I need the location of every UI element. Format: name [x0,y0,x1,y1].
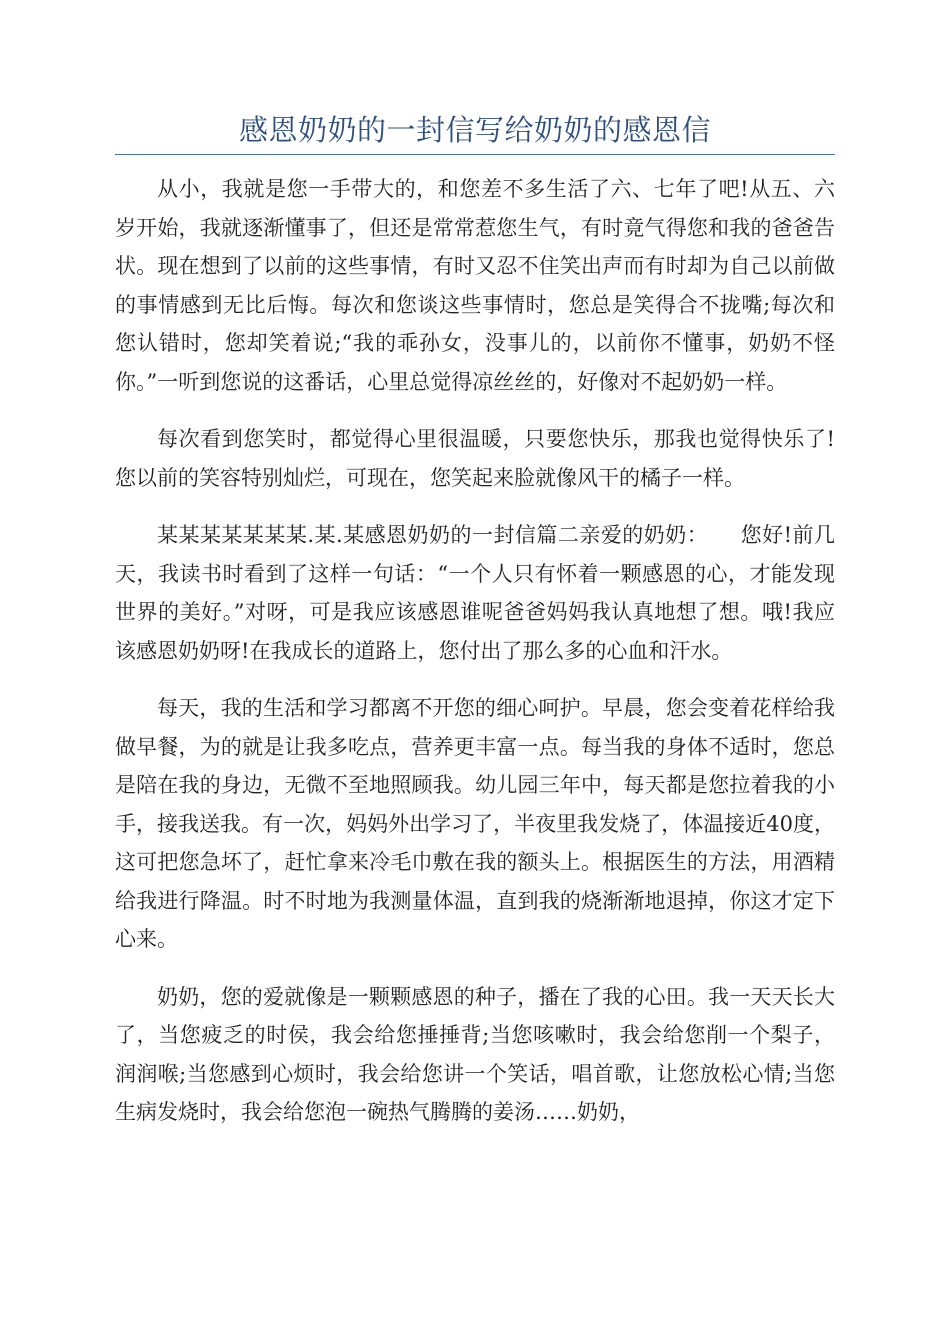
document-title: 感恩奶奶的一封信写给奶奶的感恩信 [238,113,711,147]
title-underline [115,154,835,155]
paragraph-1: 从小，我就是您一手带大的，和您差不多生活了六、七年了吧!从五、六岁开始，我就逐渐懂事了，但还是常常惹您生气，有时竟气得您和我的爸爸告状。现在想到了以前的这些事情，有时又忍不住笑出声而有时却为自己以前做的事情感到无比后悔。每次和您谈这些事情时，您总是笑得合不拢嘴;每次和您认错时，您却笑着说;“我的乖孙女，没事儿的，以前你不懂事，奶奶不怪你。”一听到您说的这番话，心里总觉得凉丝丝的，好像对不起奶奶一样。 [115,177,835,394]
document-body [115,170,835,1151]
paragraph-2: 每次看到您笑时，都觉得心里很温暖，只要您快乐，那我也觉得快乐了!您以前的笑容特别灿烂，可现在，您笑起来脸就像风干的橘子一样。 [115,427,835,490]
paragraph-5: 奶奶，您的爱就像是一颗颗感恩的种子，播在了我的心田。我一天天长大了，当您疲乏的时侯，我会给您捶捶背;当您咳嗽时，我会给您削一个梨子，润润喉;当您感到心烦时，我会给您讲一个笑话，唱首歌，让您放松心情;当您生病发烧时，我会给您泡一碗热气腾腾的姜汤……奶奶， [115,984,835,1124]
paragraph-4: 每天，我的生活和学习都离不开您的细心呵护。早晨，您会变着花样给我做早餐，为的就是让我多吃点，营养更丰富一点。每当我的身体不适时，您总是陪在我的身边，无微不至地照顾我。幼儿园三年中，每天都是您拉着我的小手，接我送我。有一次，妈妈外出学习了，半夜里我发烧了，体温接近40度，这可把您急坏了，赶忙拿来冷毛巾敷在我的额头上。根据医生的方法，用酒精给我进行降温。时不时地为我测量体温，直到我的烧渐渐地退掉，你这才定下心来。 [115,696,835,951]
paragraph-3: 某某某某某某某.某.某感恩奶奶的一封信篇二亲爱的奶奶： 您好!前几天，我读书时看到了这样一句话：“一个人只有怀着一颗感恩的心，才能发现世界的美好。”对呀，可是我应该感恩谁呢爸爸妈妈我认真地想了想。哦!我应该感恩奶奶呀!在我成长的道路上，您付出了那么多的心血和汗水。 [115,523,835,663]
